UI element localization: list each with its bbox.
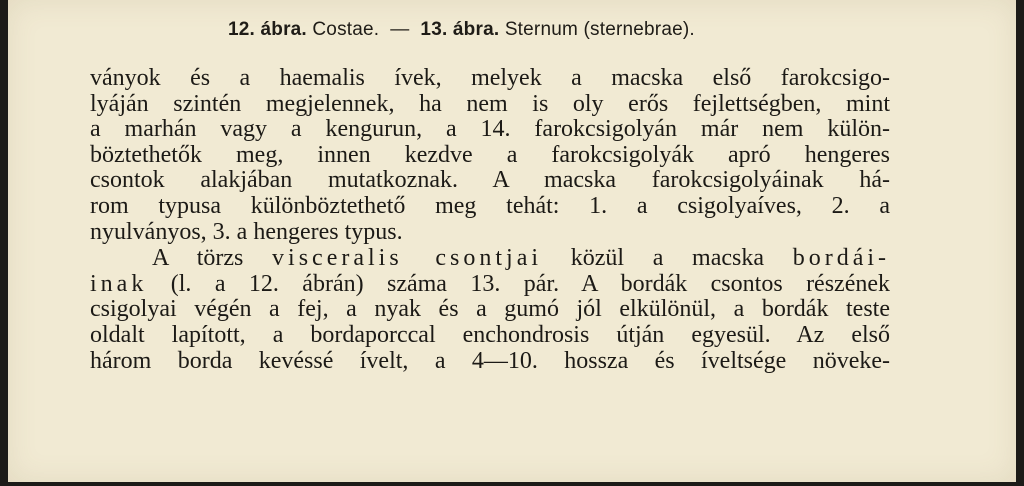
text-run: (l. a 12. ábrán) száma 13. pár. A bordák csontos részének: [170, 270, 891, 297]
text-line: rom typusa különböztethető meg tehát: 1. a csigolyaíves, 2. a: [90, 192, 890, 219]
spaced-term-ribs-cont: inak: [90, 270, 148, 297]
text-run: közül a macska: [570, 245, 765, 272]
paragraph-2: [90, 246, 890, 374]
text-line: [90, 272, 890, 298]
caption-dash: —: [390, 19, 410, 40]
text-line: lyáján szintén megjelennek, ha nem is oly erős fejlettségben, mint: [90, 90, 890, 117]
paragraph-1: [90, 66, 890, 245]
figure-caption: [228, 19, 788, 41]
spaced-term-ribs: bordái-: [792, 245, 891, 272]
figure-13-title: Sternum (sternebrae).: [504, 19, 695, 40]
text-line: böztethetők meg, innen kezdve a farokcsigolyák apró hengeres: [90, 141, 890, 168]
text-line: nyulványos, 3. a hengeres typus.: [90, 218, 403, 245]
figure-13-label: 13. ábra.: [420, 19, 500, 40]
book-page: [8, 0, 1016, 482]
text-line: oldalt lapított, a bordaporccal enchondrosis útján egyesül. Az első: [90, 321, 890, 348]
text-run: A törzs: [152, 245, 244, 272]
text-line: a marhán vagy a kengurun, a 14. farokcsigolyán már nem külön-: [90, 116, 890, 143]
text-line: három borda kevéssé ívelt, a 4—10. hossza és íveltsége növeke-: [90, 347, 890, 374]
text-line: ványok és a haemalis ívek, melyek a macska első farokcsigo-: [90, 65, 890, 91]
spaced-term-visceral-bones: visceralis csontjai: [272, 245, 543, 272]
text-line: csontok alakjában mutatkoznak. A macska farokcsigolyáinak há-: [90, 167, 890, 194]
figure-12-label: 12. ábra.: [228, 19, 307, 40]
body-text: [90, 66, 890, 374]
text-line: csigolyai végén a fej, a nyak és a gumó jól elkülönül, a bordák teste: [90, 296, 890, 323]
text-line: [90, 246, 890, 272]
figure-12-title: Costae.: [312, 19, 380, 40]
